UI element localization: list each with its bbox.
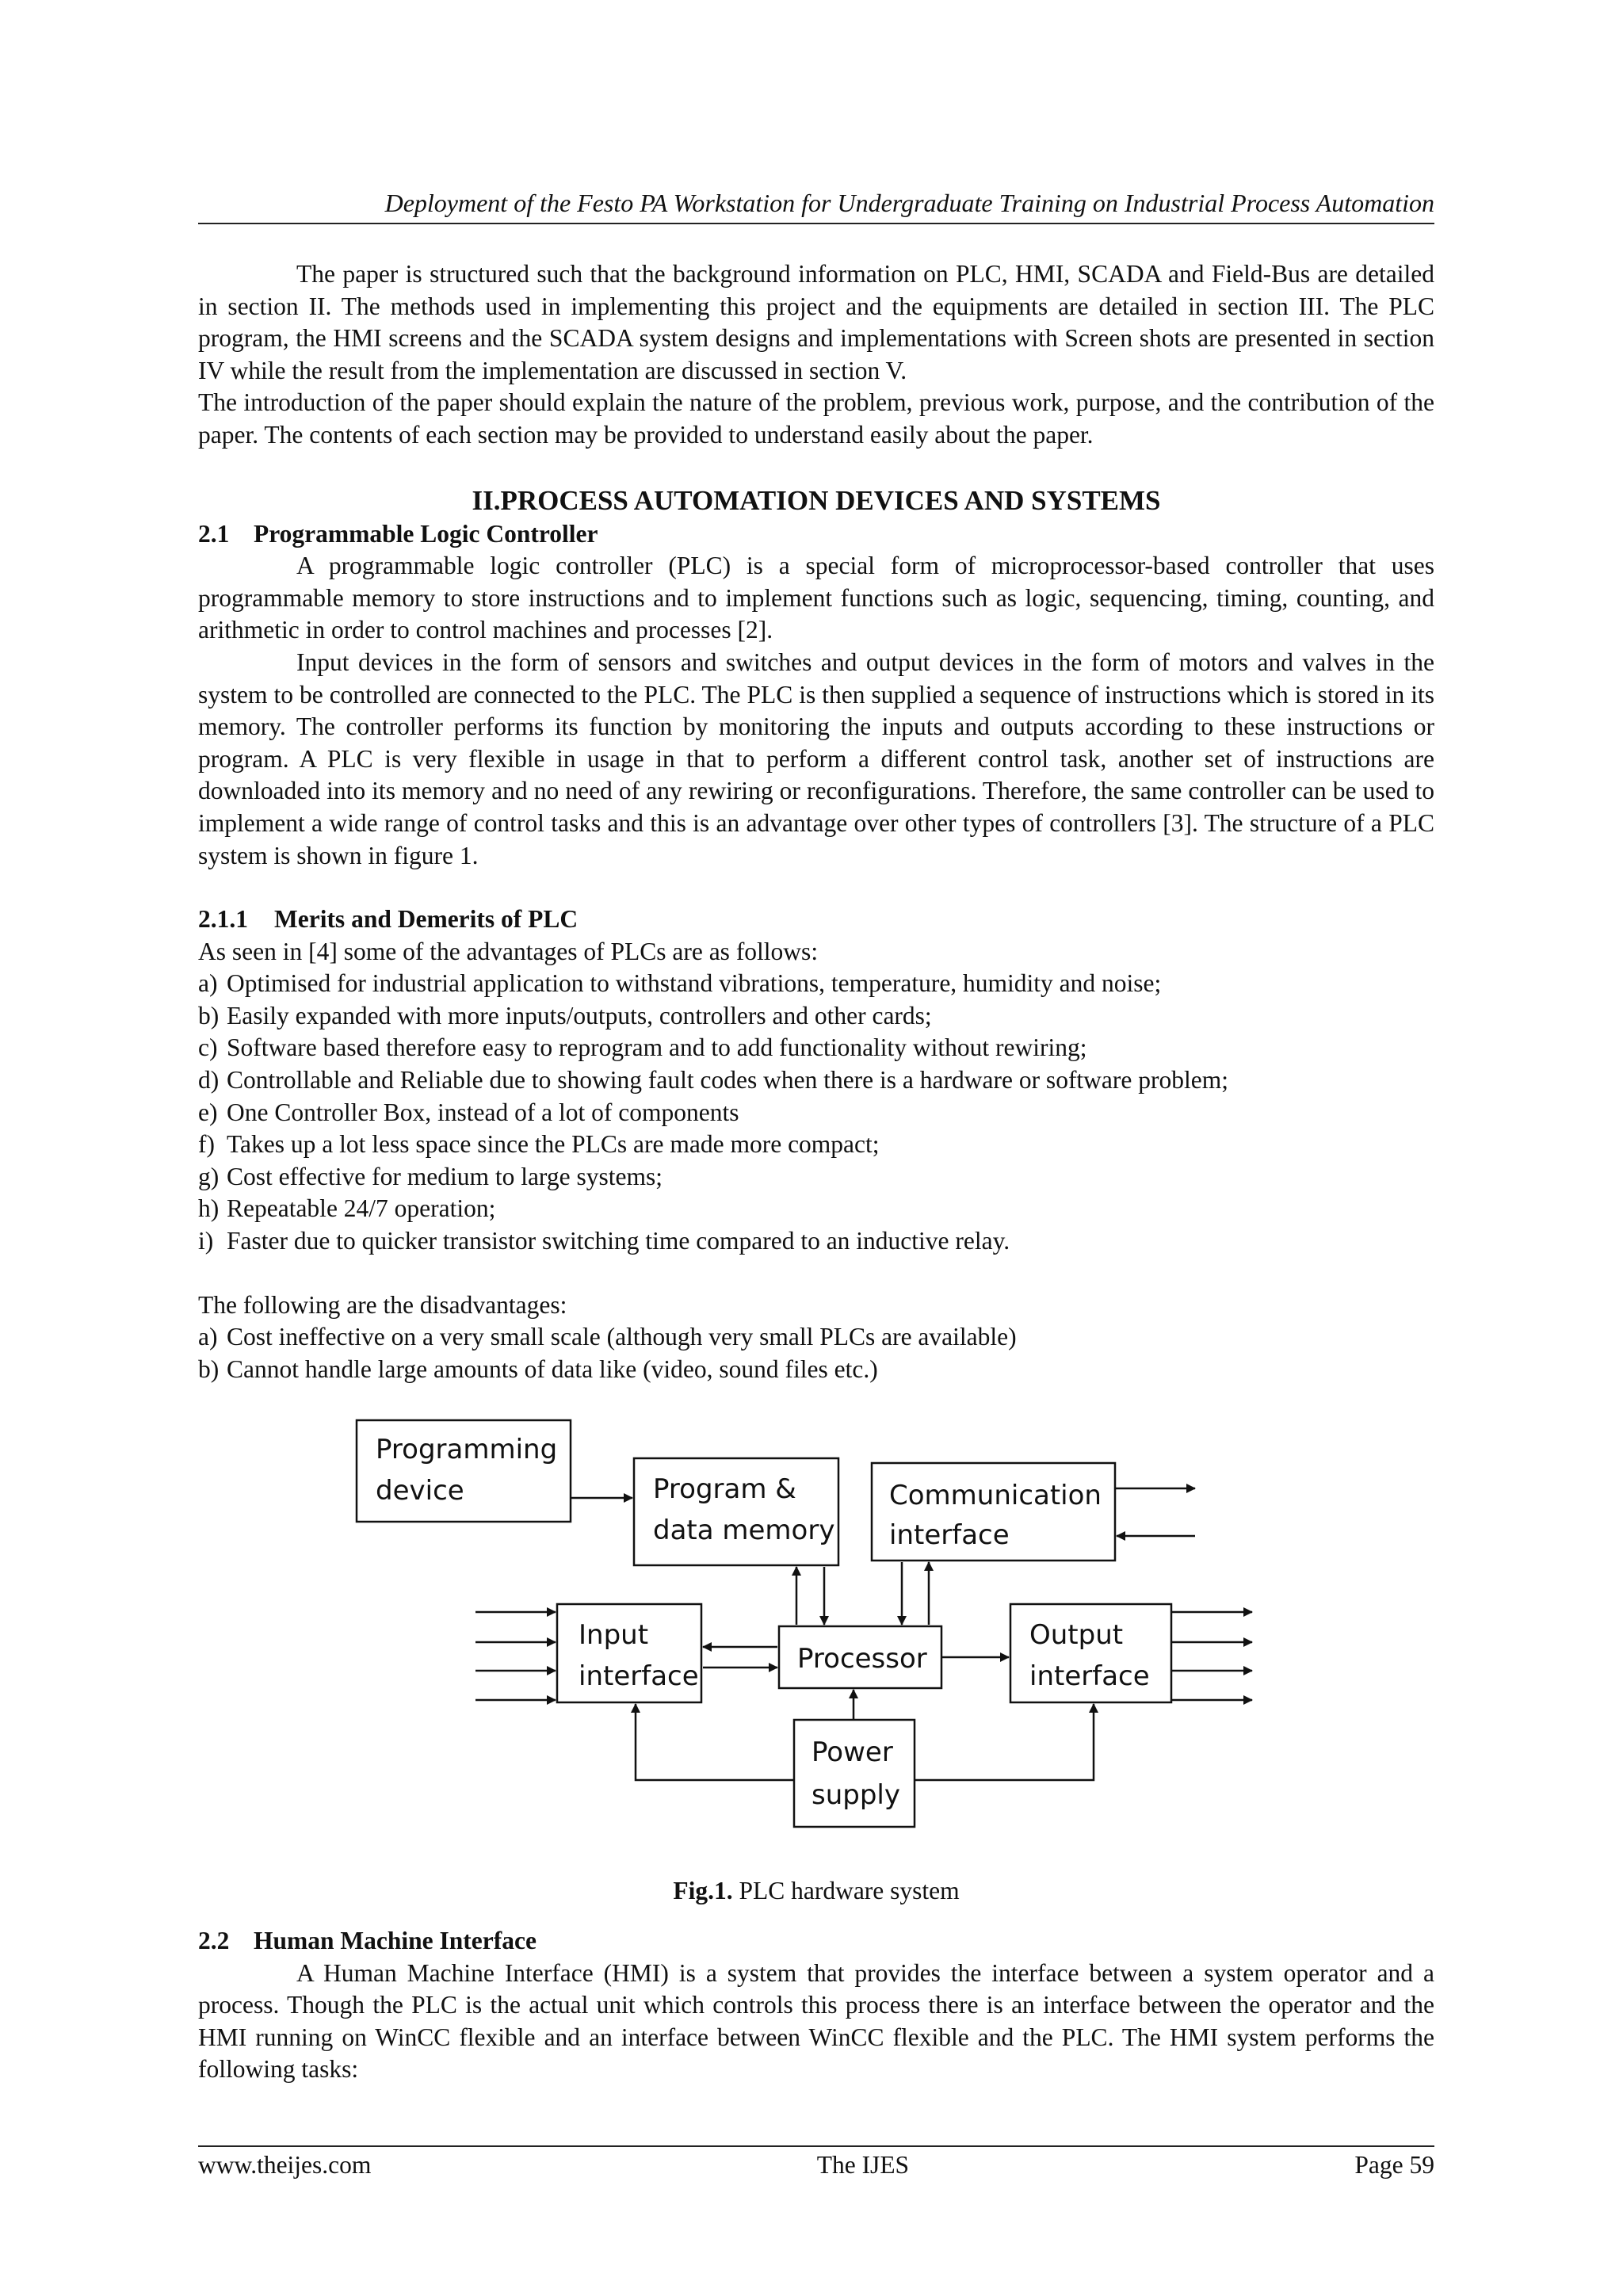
subsection-number: 2.1.1 — [198, 905, 248, 934]
advantages-list — [198, 968, 1434, 1257]
subsection-number: 2.1 — [198, 519, 230, 548]
subsection-number: 2.2 — [198, 1927, 230, 1954]
input-label-line2: interface — [579, 1660, 699, 1693]
body-text — [198, 258, 1434, 2086]
communication-label-line1: Communication — [889, 1480, 1102, 1512]
list-item: h) Repeatable 24/7 operation; — [198, 1194, 496, 1223]
input-label-line1: Input — [579, 1619, 649, 1652]
output-label-line1: Output — [1029, 1619, 1124, 1652]
footer-rule — [198, 2145, 1434, 2147]
section-2-title: II.PROCESS AUTOMATION DEVICES AND SYSTEMS — [472, 484, 1161, 516]
power-label-line1: Power — [812, 1736, 893, 1769]
footer-page-number: Page 59 — [1354, 2151, 1434, 2179]
figure-1 — [198, 1412, 1434, 1872]
spacer — [198, 1258, 1434, 1289]
plc-paragraph-1: A programmable logic controller (PLC) is a special form of microprocessor-based controller that uses programmable memory to store instructions and to implement functions such as logic, sequencing, timing, counting, and arithmetic in order to control machines and processes [2]. — [198, 552, 1434, 644]
subsection-2-2-heading — [198, 1925, 1434, 1958]
plc-hardware-diagram — [198, 1412, 1434, 1872]
spacer — [198, 452, 1434, 483]
caption-label: Fig.1. — [673, 1877, 733, 1905]
program-memory-label-line2: data memory — [653, 1515, 835, 1547]
list-item: a) Optimised for industrial application to withstand vibrations, temperature, humidity and noise; — [198, 969, 1162, 998]
subsection-2-1-heading — [198, 518, 1434, 551]
intro-paragraph-1: The paper is structured such that the background information on PLC, HMI, SCADA and Field-Bus are detailed in section II. The methods used in implementing this project and the equipments are detailed in section III. The PLC program, the HMI screens and the SCADA system designs and implementations with Screen shots are presented in section IV while the result from the implementation are discussed in section V. — [198, 260, 1434, 384]
footer-website: www.theijes.com — [198, 2151, 372, 2179]
programming-device-label-line2: device — [376, 1475, 464, 1507]
communication-label-line2: interface — [889, 1519, 1010, 1552]
list-item: i) Faster due to quicker transistor switching time compared to an inductive relay. — [198, 1227, 1010, 1255]
list-item: b) Cannot handle large amounts of data like (video, sound files etc.) — [198, 1354, 878, 1383]
header-rule — [198, 223, 1434, 224]
list-item: e) One Controller Box, instead of a lot of components — [198, 1098, 739, 1126]
subsection-title: Merits and Demerits of PLC — [274, 905, 579, 934]
list-item: c) Software based therefore easy to reprogram and to add functionality without rewiring; — [198, 1033, 1087, 1062]
list-item: g) Cost effective for medium to large systems; — [198, 1162, 663, 1190]
spacer — [198, 872, 1434, 904]
figure-1-caption — [198, 1875, 1434, 1908]
list-item: a) Cost ineffective on a very small scale (although very small PLCs are available) — [198, 1323, 1017, 1351]
programming-device-label-line1: Programming — [376, 1434, 558, 1466]
caption-text: PLC hardware system — [732, 1877, 960, 1905]
subsection-title: Human Machine Interface — [254, 1927, 537, 1954]
program-memory-label-line1: Program & — [653, 1473, 796, 1506]
spacer — [198, 1908, 1434, 1925]
page-footer — [198, 2149, 1434, 2181]
disadvantages-lead: The following are the disadvantages: — [198, 1290, 567, 1319]
disadvantages-list — [198, 1321, 1434, 1385]
footer-journal: The IJES — [816, 2151, 910, 2179]
output-label-line2: interface — [1029, 1660, 1150, 1693]
advantages-lead: As seen in [4] some of the advantages of PLCs are as follows: — [198, 937, 819, 965]
running-header: Deployment of the Festo PA Workstation for Undergraduate Training on Industrial Process Automation — [384, 189, 1434, 217]
list-item: b) Easily expanded with more inputs/outputs, controllers and other cards; — [198, 1001, 932, 1030]
intro-paragraph-2: The introduction of the paper should explain the nature of the problem, previous work, purpose, and the contribution of the paper. The contents of each section may be provided to understand easily about the paper. — [198, 388, 1434, 449]
list-item: d) Controllable and Reliable due to showing fault codes when there is a hardware or software problem; — [198, 1066, 1228, 1095]
plc-paragraph-2: Input devices in the form of sensors and switches and output devices in the form of motors and valves in the system to be controlled are connected to the PLC. The PLC is then supplied a sequence of instructions which is stored in its memory. The controller performs its function by monitoring the inputs and outputs according to these instructions or program. A PLC is very flexible in usage in that to perform a different control task, another set of instructions are downloaded into its memory and no need of any rewiring or reconfigurations. Therefore, the same controller can be used to implement a wide range of control tasks and this is an advantage over other types of controllers [3]. The structure of a PLC system is shown in figure 1. — [198, 648, 1434, 869]
list-item: f) Takes up a lot less space since the PLCs are made more compact; — [198, 1130, 880, 1159]
power-label-line2: supply — [812, 1779, 900, 1812]
processor-label: Processor — [797, 1643, 927, 1675]
hmi-paragraph-1: A Human Machine Interface (HMI) is a system that provides the interface between a system operator and a process. Though the PLC is the actual unit which controls this process there is an interface between the operator and the HMI running on WinCC flexible and an interface between WinCC flexible and the PLC. The HMI system performs the following tasks: — [198, 1958, 1434, 2084]
subsection-2-1-1-heading — [198, 904, 1434, 936]
subsection-title: Programmable Logic Controller — [254, 519, 598, 548]
